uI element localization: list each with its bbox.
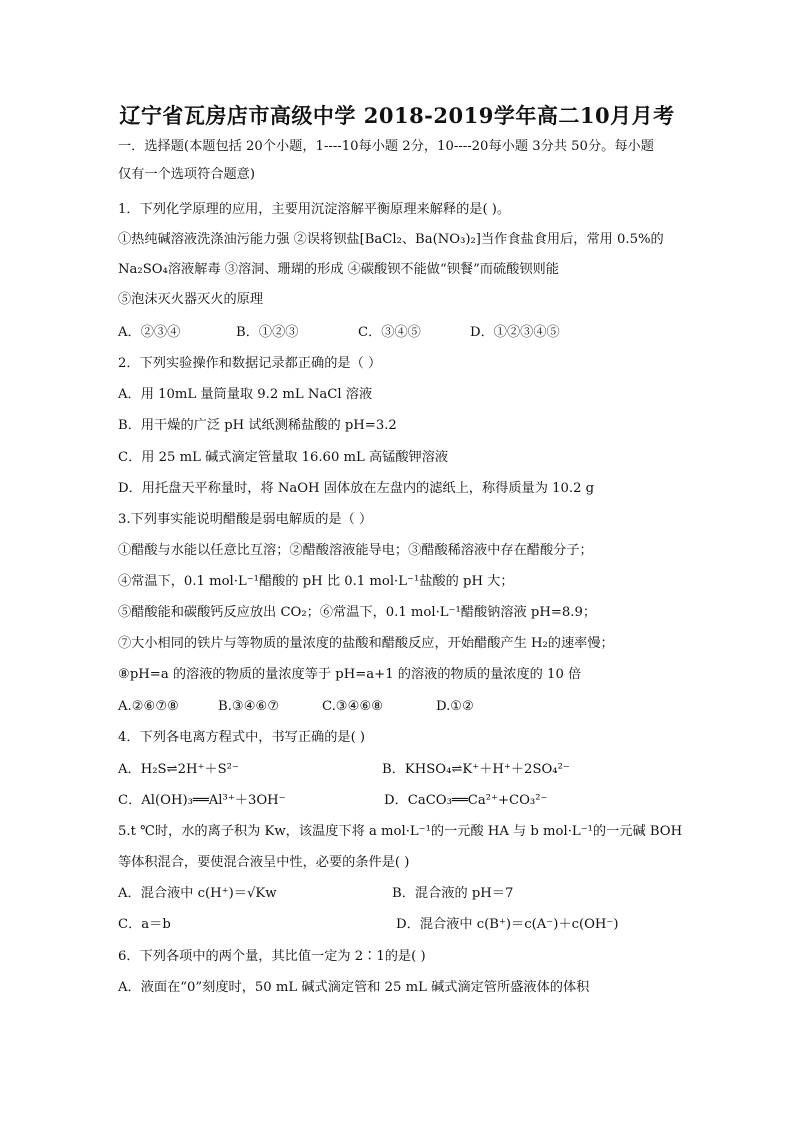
q3-line4: ⑦大小相同的铁片与等物质的量浓度的盐酸和醋酸反应，开始醋酸产生 H₂的速率慢； [118,636,614,651]
q3-line1: ①醋酸与水能以任意比互溶；②醋酸溶液能导电；③醋酸稀溶液中存在醋酸分子； [118,543,593,558]
q3-option-b: B.③④⑥⑦ [218,699,280,714]
q4-option-a: A．H₂S⇌2H⁺＋S²⁻ [118,762,239,777]
q3-option-d: D.①② [436,699,474,714]
q3-line3: ⑤醋酸能和碳酸钙反应放出 CO₂；⑥常温下，0.1 mol·L⁻¹醋酸钠溶液 pH=8.9； [118,605,597,620]
q5-stem-line1: 5.t ℃时，水的离子积为 Kw，该温度下将 a mol·L⁻¹的一元酸 HA 与 b mol·L⁻¹的一元碱 BOH [118,824,683,839]
q6-option-a: A．液面在“0”刻度时，50 mL 碱式滴定管和 25 mL 碱式滴定管所盛液体的体积 [118,980,590,995]
q3-line2: ④常温下，0.1 mol·L⁻¹醋酸的 pH 比 0.1 mol·L⁻¹盐酸的 pH 大； [118,574,514,589]
page-title: 辽宁省瓦房店市高级中学 2018-2019学年高二10月月考 [119,103,675,128]
section-heading-line1: 一．选择题(本题包括 20个小题，1----10每小题 2分，10----20每小题 3分共 50分。每小题 [118,139,654,154]
q3-stem: 3.下列事实能说明醋酸是弱电解质的是（ ） [118,512,373,527]
q4-option-c: C．Al(OH)₃══Al³⁺＋3OH⁻ [118,793,286,808]
q1-line1: ①热纯碱溶液洗涤油污能力强 ②误将钡盐[BaCl₂、Ba(NO₃)₂]当作食盐食用后，常用 0.5%的 [118,232,664,247]
q1-option-b: B．①②③ [236,325,299,340]
q5-option-a: A．混合液中 c(H⁺)＝√Kw [118,886,277,901]
q1-option-a: A．②③④ [118,325,181,340]
q2-option-a: A．用 10mL 量筒量取 9.2 mL NaCl 溶液 [118,387,373,402]
q6-stem: 6．下列各项中的两个量，其比值一定为 2∶1的是( ) [118,949,426,964]
q1-stem: 1．下列化学原理的应用，主要用沉淀溶解平衡原理来解释的是( )。 [118,202,511,217]
q1-option-c: C．③④⑤ [358,325,421,340]
q1-line3: ⑤泡沫灭火器灭火的原理 [118,292,264,307]
q3-option-c: C.③④⑥⑧ [322,699,384,714]
section-heading-line2: 仅有一个选项符合题意) [118,167,256,182]
q5-option-d: D．混合液中 c(B⁺)＝c(A⁻)＋c(OH⁻) [396,917,619,932]
q2-stem: 2．下列实验操作和数据记录都正确的是（ ） [118,356,382,371]
q1-option-d: D．①②③④⑤ [470,325,560,340]
q3-option-a: A.②⑥⑦⑧ [118,699,180,714]
q5-stem-line2: 等体积混合，要使混合液呈中性，必要的条件是( ) [118,855,410,870]
q5-option-c: C．a＝b [118,917,171,932]
q4-option-d: D．CaCO₃══Ca²⁺+CO₃²⁻ [384,793,548,808]
q1-line2: Na₂SO₄溶液解毒 ③溶洞、珊瑚的形成 ④碳酸钡不能做“钡餐”而硫酸钡则能 [118,262,559,277]
q4-option-b: B．KHSO₄⇌K⁺＋H⁺＋2SO₄²⁻ [382,762,570,777]
q4-stem: 4．下列各电离方程式中，书写正确的是( ) [118,730,366,745]
q5-option-b: B．混合液的 pH＝7 [392,886,514,901]
q3-line5: ⑧pH=a 的溶液的物质的量浓度等于 pH=a+1 的溶液的物质的量浓度的 10 倍 [118,667,582,682]
q2-option-c: C．用 25 mL 碱式滴定管量取 16.60 mL 高锰酸钾溶液 [118,450,449,465]
q2-option-b: B．用干燥的广泛 pH 试纸测稀盐酸的 pH=3.2 [118,418,397,433]
q2-option-d: D．用托盘天平称量时，将 NaOH 固体放在左盘内的滤纸上，称得质量为 10.2 g [118,481,595,496]
